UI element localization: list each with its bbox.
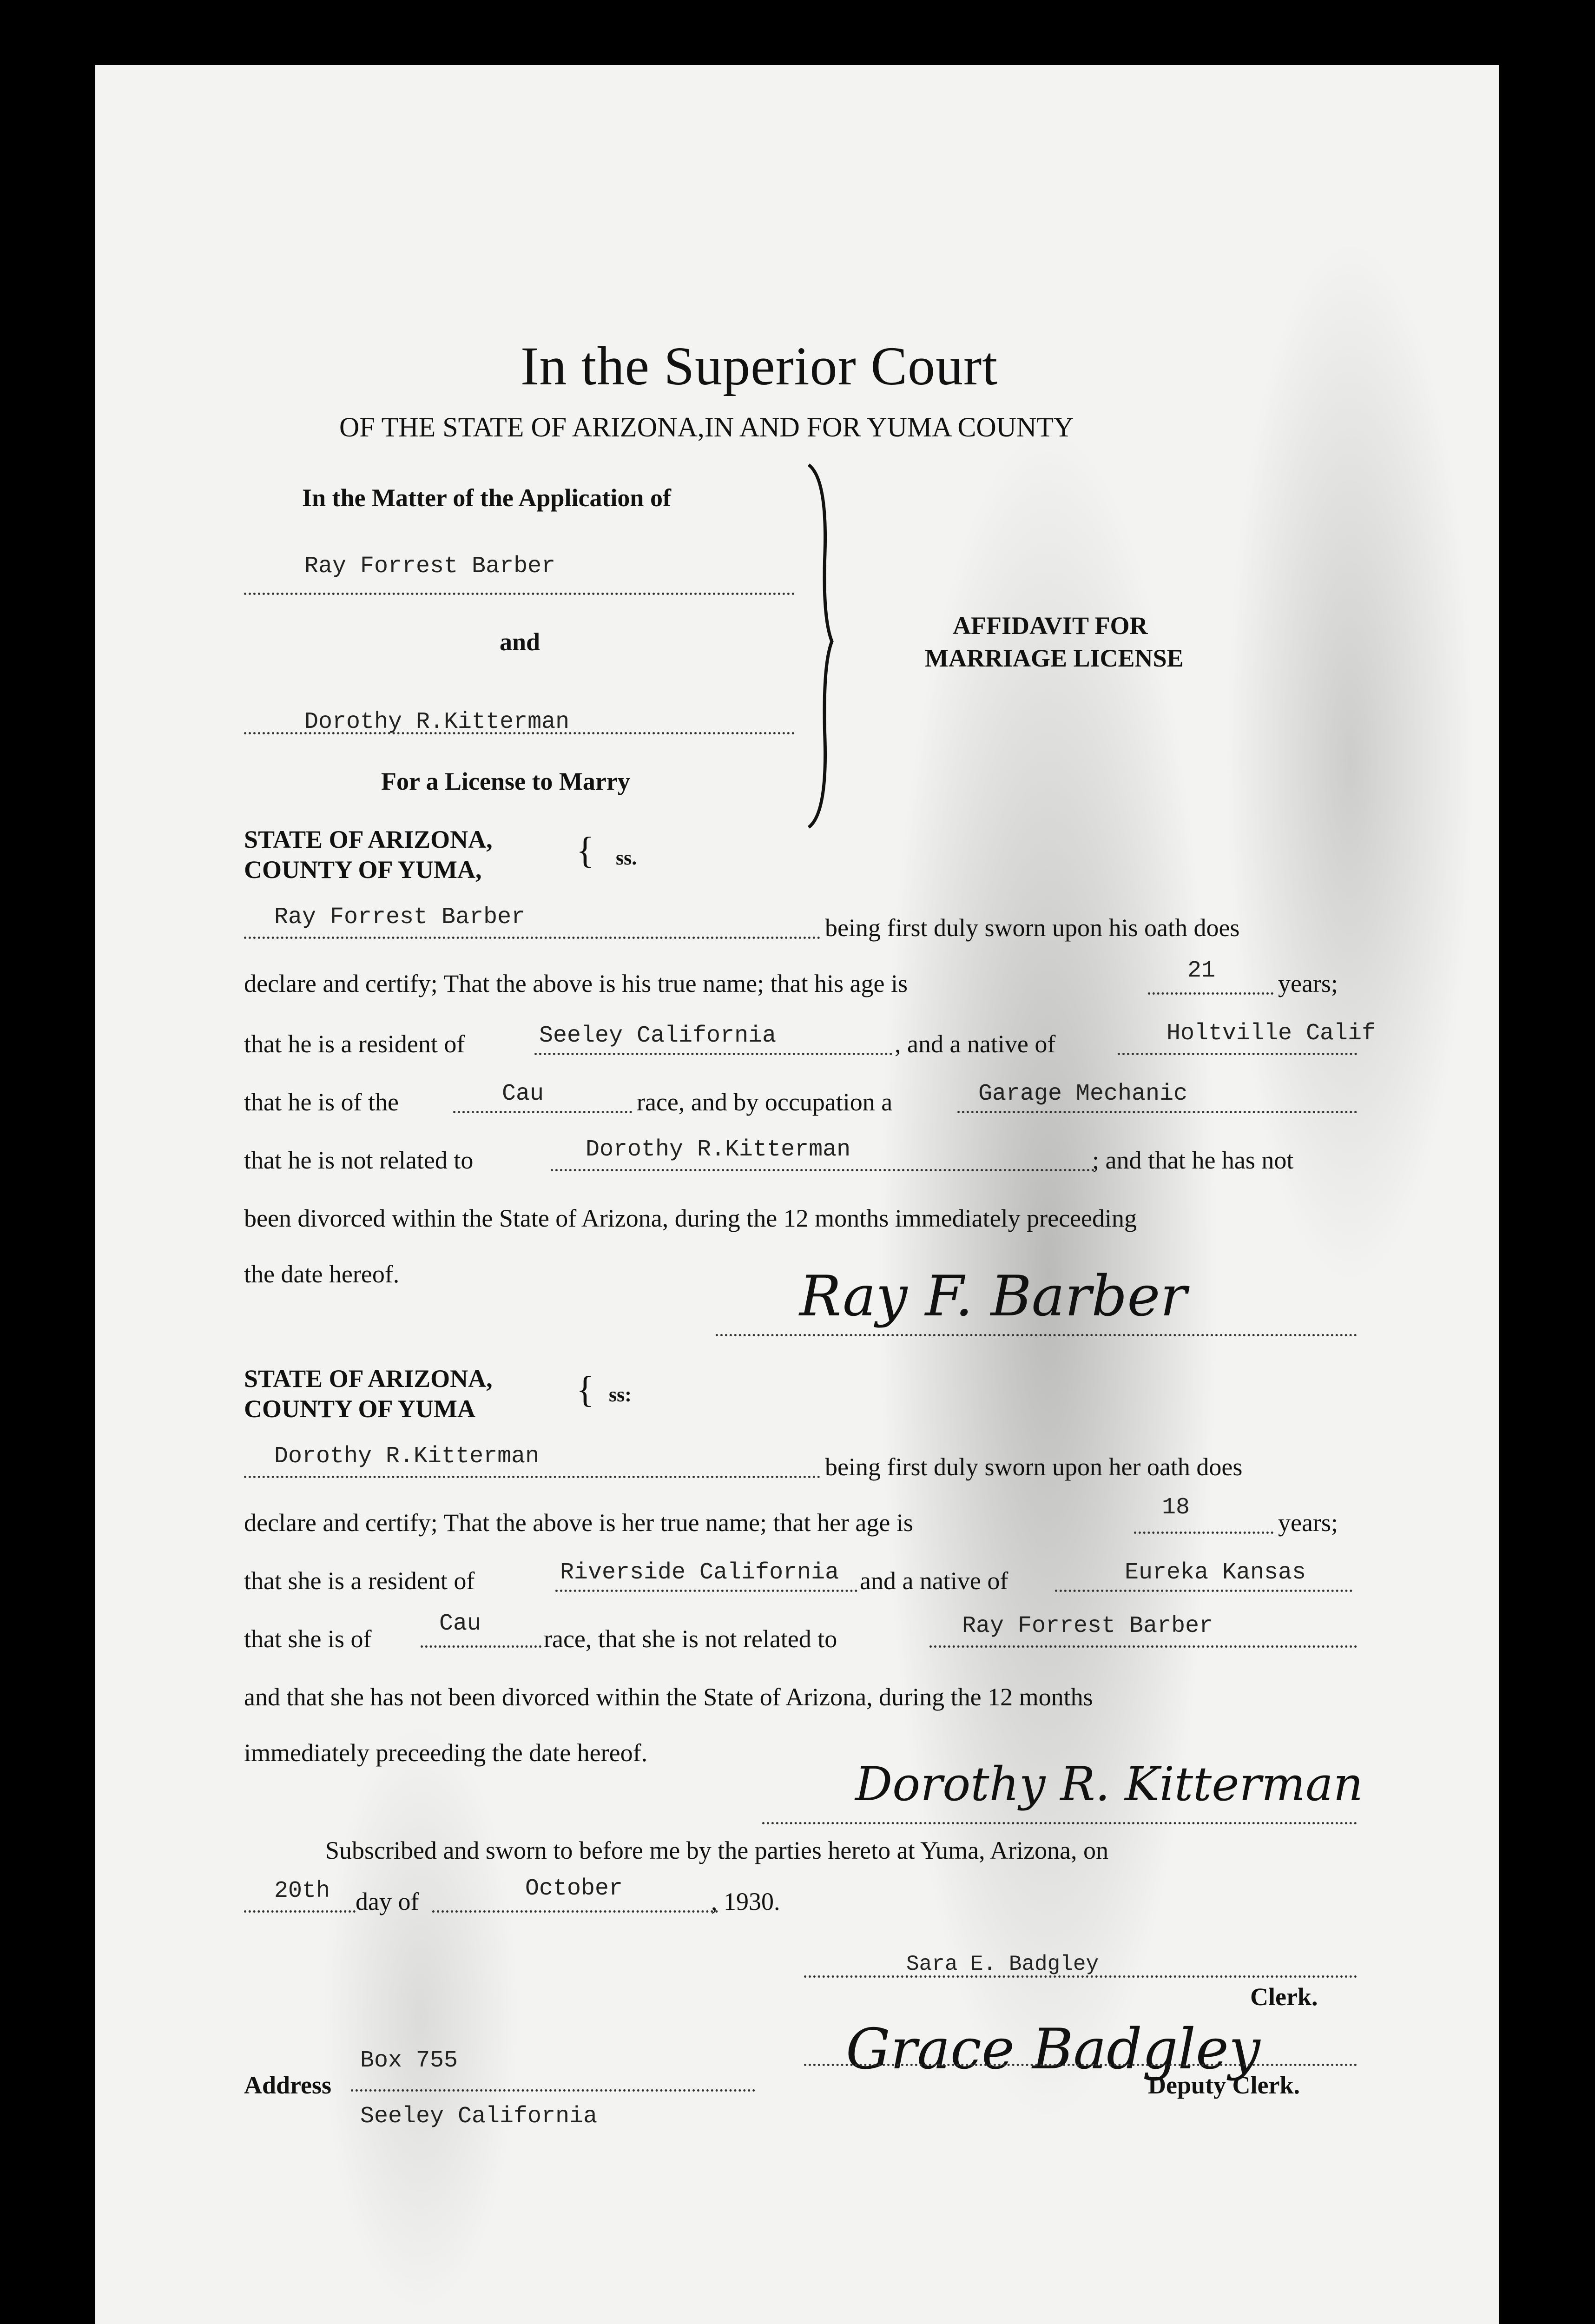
groom-county: COUNTY OF YUMA, <box>244 856 482 884</box>
matter-and: and <box>500 628 540 656</box>
court-title: In the Superior Court <box>521 336 998 396</box>
groom-age: 21 <box>1187 957 1216 984</box>
groom-native: Holtville Calif <box>1167 1020 1376 1047</box>
groom-residence-line <box>534 1053 892 1055</box>
matter-brace <box>799 460 855 832</box>
bride-line-5: and that she has not been divorced within the State of Arizona, during the 12 months <box>244 1683 1093 1711</box>
address-label: Address <box>244 2071 332 2099</box>
jurat-text: Subscribed and sworn to before me by the parties hereto at Yuma, Arizona, on <box>325 1836 1109 1864</box>
bride-ss: ss: <box>609 1383 632 1406</box>
bride-not-related: Ray Forrest Barber <box>962 1613 1213 1639</box>
groom-residence: Seeley California <box>539 1023 777 1049</box>
bride-line-2: declare and certify; That the above is her true name; that her age is <box>244 1509 913 1537</box>
jurat-day-of: day of <box>356 1888 419 1915</box>
groom-occupation-line <box>957 1111 1357 1113</box>
bride-signature-line <box>762 1822 1357 1824</box>
bride-name-line <box>244 1476 820 1478</box>
bride-line-1: being first duly sworn upon her oath does <box>825 1453 1243 1481</box>
doc-title-2: MARRIAGE LICENSE <box>925 644 1184 672</box>
doc-title-1: AFFIDAVIT FOR <box>953 612 1148 640</box>
groom-line-3: that he is a resident of <box>244 1030 465 1058</box>
groom-race: Cau <box>502 1081 544 1107</box>
groom-native-text: , and a native of <box>895 1030 1056 1058</box>
bride-native-line <box>1055 1590 1352 1592</box>
deputy-signature: Grace Badgley <box>846 2017 1260 2082</box>
clerk-name: Sara E. Badgley <box>906 1952 1099 1976</box>
groom-line-4: that he is of the <box>244 1088 399 1116</box>
bride-residence-line <box>555 1590 857 1592</box>
groom-occupation-text: race, and by occupation a <box>637 1088 893 1116</box>
address-line-1-rule <box>351 2089 755 2092</box>
groom-line-2: declare and certify; That the above is his true name; that his age is <box>244 970 908 997</box>
jurat-year: , 1930. <box>711 1888 780 1915</box>
bride-county: COUNTY OF YUMA <box>244 1395 475 1423</box>
applicant-1: Ray Forrest Barber <box>304 553 556 580</box>
bride-line-3: that she is a resident of <box>244 1567 475 1595</box>
groom-native-line <box>1118 1053 1357 1055</box>
jurat-month-line <box>432 1910 718 1913</box>
bride-race-line <box>421 1645 541 1648</box>
groom-age-line <box>1148 992 1273 995</box>
bride-native-text: and a native of <box>860 1567 1008 1595</box>
matter-intro: In the Matter of the Application of <box>302 484 671 512</box>
deputy-line <box>804 2064 1357 2066</box>
groom-signature-line <box>716 1334 1357 1336</box>
groom-years: years; <box>1278 970 1338 997</box>
bride-not-related-line <box>929 1645 1357 1648</box>
groom-not-related-line <box>551 1169 1094 1171</box>
groom-occupation: Garage Mechanic <box>978 1081 1188 1107</box>
bride-years: years; <box>1278 1509 1338 1537</box>
groom-line-7: the date hereof. <box>244 1260 400 1288</box>
groom-line-1: being first duly sworn upon his oath does <box>825 914 1240 942</box>
groom-signature: Ray F. Barber <box>799 1264 1187 1329</box>
clerk-line <box>804 1975 1357 1978</box>
applicant-1-line <box>244 593 795 595</box>
jurat-month: October <box>525 1875 623 1902</box>
bride-line-6: immediately preceeding the date hereof. <box>244 1739 648 1767</box>
applicant-2-line <box>244 732 795 734</box>
jurat-day-line <box>244 1910 356 1913</box>
bride-line-4: that she is of <box>244 1625 372 1653</box>
bride-age-line <box>1134 1532 1273 1534</box>
groom-line-6: been divorced within the State of Arizona, during the 12 months immediately preceeding <box>244 1204 1137 1232</box>
bride-signature: Dorothy R. Kitterman <box>855 1757 1364 1811</box>
bride-related-text: race, that she is not related to <box>544 1625 837 1653</box>
groom-state: STATE OF ARIZONA, <box>244 825 493 853</box>
address-line-1: Box 755 <box>360 2047 458 2074</box>
bride-name: Dorothy R.Kitterman <box>274 1443 540 1470</box>
bride-state: STATE OF ARIZONA, <box>244 1365 493 1393</box>
bride-native: Eureka Kansas <box>1125 1559 1306 1586</box>
bride-residence: Riverside California <box>560 1559 839 1586</box>
applicant-2: Dorothy R.Kitterman <box>304 709 570 735</box>
matter-purpose: For a License to Marry <box>381 767 630 795</box>
bride-brace-glyph: { <box>576 1369 594 1410</box>
deputy-label: Deputy Clerk. <box>1148 2071 1300 2099</box>
groom-race-line <box>453 1111 632 1113</box>
address-line-2: Seeley California <box>360 2103 598 2130</box>
bride-race: Cau <box>439 1611 481 1637</box>
clerk-label: Clerk. <box>1250 1983 1318 2011</box>
groom-line-5-end: ; and that he has not <box>1092 1146 1294 1174</box>
groom-name: Ray Forrest Barber <box>274 904 526 931</box>
groom-brace-glyph: { <box>576 830 594 871</box>
bride-age: 18 <box>1162 1494 1190 1521</box>
jurat-day: 20th <box>274 1878 330 1904</box>
court-subtitle: OF THE STATE OF ARIZONA,IN AND FOR YUMA COUNTY <box>339 412 1074 442</box>
groom-ss: ss. <box>616 846 637 869</box>
groom-name-line <box>244 937 820 939</box>
groom-line-5: that he is not related to <box>244 1146 474 1174</box>
groom-not-related: Dorothy R.Kitterman <box>586 1136 851 1163</box>
